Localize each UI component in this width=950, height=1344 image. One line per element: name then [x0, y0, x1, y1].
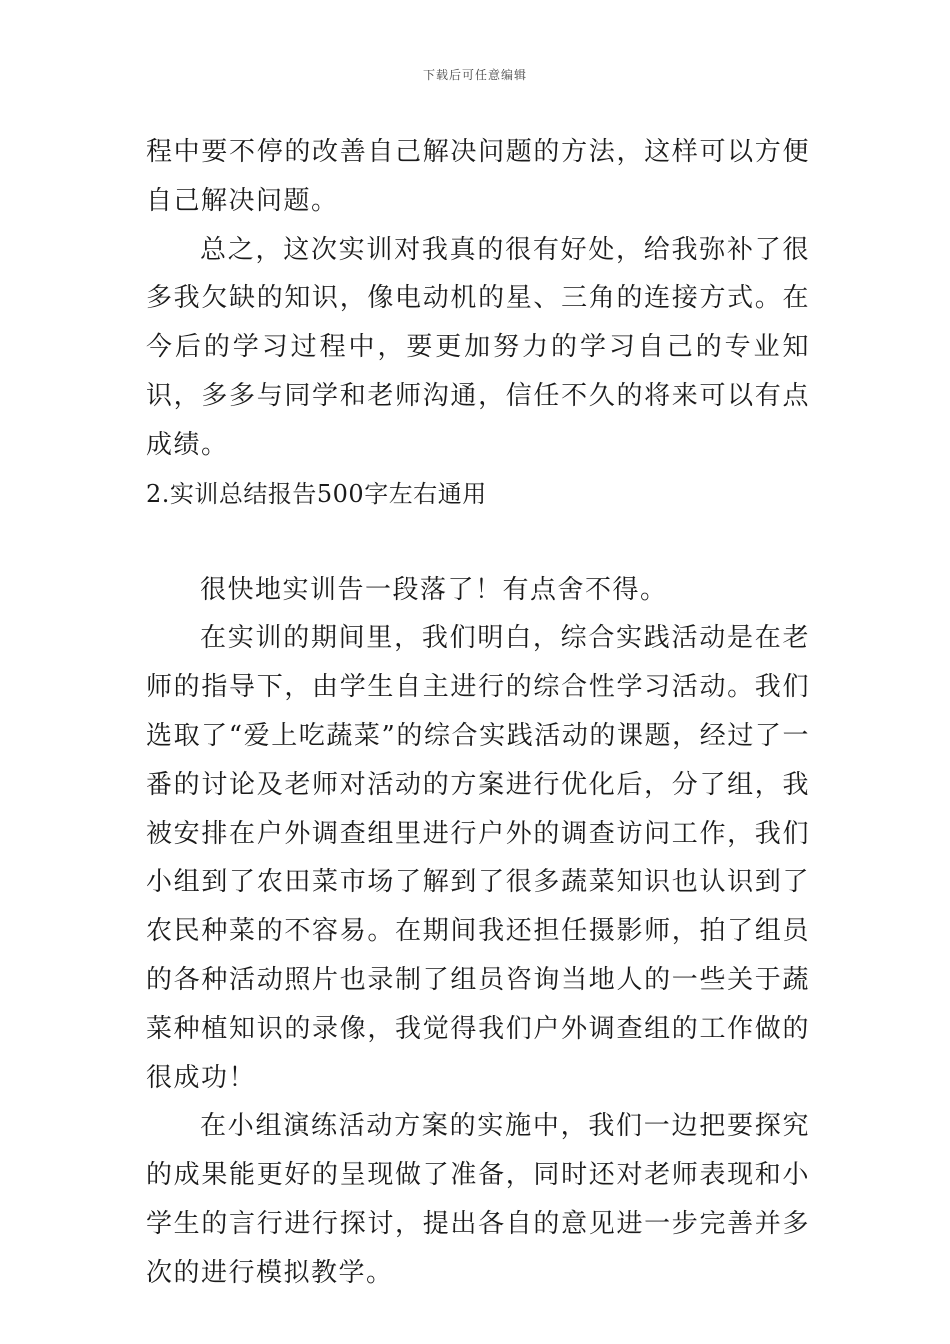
document-body: [146, 128, 810, 1298]
paragraph-summary: 总之，这次实训对我真的很有好处，给我弥补了很多我欠缺的知识，像电动机的星、三角的连接方式。在今后的学习过程中，要更加努力的学习自己的专业知识，多多与同学和老师沟通，信任不久的将来可以有点成绩。: [146, 234, 810, 460]
blank-line: [146, 518, 810, 566]
paragraph-training-period: 在实训的期间里，我们明白，综合实践活动是在老师的指导下，由学生自主进行的综合性学习活动。我们选取了“爱上吃蔬菜”的综合实践活动的课题，经过了一番的讨论及老师对活动的方案进行优化后，分了组，我被安排在户外调查组里进行户外的调查访问工作，我们小组到了农田菜市场了解到了很多蔬菜知识也认识到了农民种菜的不容易。在期间我还担任摄影师，拍了组员的各种活动照片也录制了组员咨询当地人的一些关于蔬菜种植知识的录像，我觉得我们户外调查组的工作做的很成功！: [146, 623, 810, 1093]
paragraph-rehearsal: 在小组演练活动方案的实施中，我们一边把要探究的成果能更好的呈现做了准备，同时还对老师表现和小学生的言行进行探讨，提出各自的意见进一步完善并多次的进行模拟教学。: [146, 1111, 810, 1288]
header-note: 下载后可任意编辑: [422, 68, 527, 82]
paragraph-continuation: 程中要不停的改善自己解决问题的方法，这样可以方便自己解决问题。: [146, 137, 810, 216]
paragraph-intro: 很快地实训告一段落了！有点舍不得。: [200, 574, 668, 605]
section-heading: 2.实训总结报告500字左右通用: [146, 479, 487, 508]
